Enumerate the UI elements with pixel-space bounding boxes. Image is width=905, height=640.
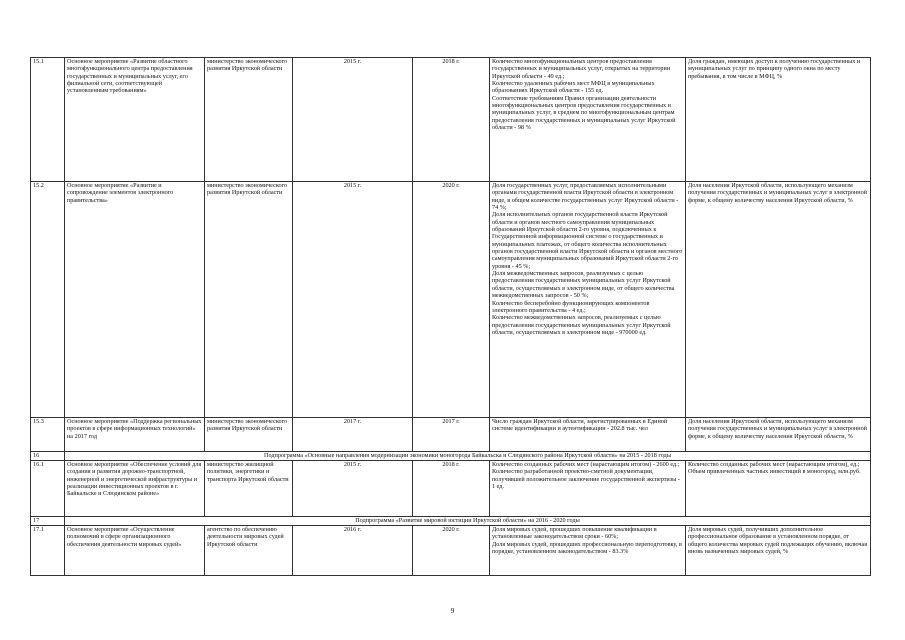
target-indicator: Доля граждан, имеющих доступ к получению государственных и муниципальных услуг по принципу одного окна по месту пребывания, в том числе в МФЦ, %	[686, 58, 871, 182]
executor: министерство экономического развития Иркутской области	[205, 182, 293, 418]
end-year: 2020 г.	[413, 182, 490, 418]
event-name: Основное мероприятие «Развитие и сопровождение элементов электронного правительства»	[65, 182, 205, 418]
event-name: Основное мероприятие «Обеспечение условий для создания и развития дорожно-транспортной, инженерной и энергетической инфраструктуры и реализации инвестиционных проектов в г. Байкальске и Слюдянском районе»	[65, 461, 205, 517]
result-line: Количество многофункциональных центров предоставления государственных и муниципальных услуг, открытых на территории Иркутской области - 49 ед.;	[492, 58, 671, 80]
result-line: Доля исполнительных органов государственной власти Иркутской области и органов местного самоуправления муниципальных образований Иркутской области 2-го уровня, подключенных к Государственной информационной системе о государственных и муниципальных платежах, от общего количества исполнительных органов государственной власти Иркутской области и органов местного самоуправления муниципальных образований Иркутской области 2-го уровня - 45 %;	[492, 211, 683, 270]
target-indicator	[686, 461, 871, 517]
start-year: 2015 г.	[293, 461, 413, 517]
row-number: 16.1	[31, 461, 65, 517]
program-table	[30, 57, 871, 576]
table-row	[31, 182, 871, 418]
row-number: 15.2	[31, 182, 65, 418]
indicator-line: Объем привлеченных частных инвестиций в моногород, млн.руб.	[688, 468, 861, 476]
expected-result	[490, 461, 686, 517]
event-name: Основное мероприятие «Развитие областного многофункционального центра предоставления государственных и муниципальных услуг, его филиальной сети, соответствующей установленным требованиям»	[65, 58, 205, 182]
end-year: 2020 г.	[413, 526, 490, 576]
result-line: Доля государственных услуг, предоставляемых исполнительными органами государственной власти Иркутской области в электронном виде, в общем количестве государственных услуг Иркутской области - 74 %;	[492, 182, 679, 212]
target-indicator: Доля населения Иркутской области, использующего механизм получения государственных и муниципальных услуг в электронной форме, к общему количеству населения Иркутской области, %	[686, 182, 871, 418]
start-year: 2015 г.	[293, 58, 413, 182]
end-year: 2018 г.	[413, 461, 490, 517]
page-number: 9	[450, 606, 455, 615]
result-line: Количество удаленных рабочих мест МФЦ в муниципальных образованиях Иркутской области - 155 ед.	[492, 80, 655, 95]
result-line: Число граждан Иркутской области, зарегистрированных в Единой системе идентификации и аутентификации - 202.8 тыс. чел	[492, 418, 668, 433]
start-year: 2016 г.	[293, 526, 413, 576]
result-line: Количество бесперебойно функционирующих компонентов электронного правительства - 4 ед.;	[492, 299, 650, 314]
executor: министерство экономического развития Иркутской области	[205, 418, 293, 452]
row-number: 15.1	[31, 58, 65, 182]
row-number: 15.3	[31, 418, 65, 452]
result-line: Соответствие требованиям Правил организации деятельности многофункциональных центров предоставления государственных и муниципальных услуг, в среднем по многофункциональным центрам предоставления государственных и муниципальных услуг Иркутской области - 98 %	[492, 94, 676, 132]
table-row	[31, 58, 871, 182]
end-year: 2017 г.	[413, 418, 490, 452]
executor: министерство экономического развития Иркутской области	[205, 58, 293, 182]
result-line: Доля мировых судей, прошедших профессиональную переподготовку, в порядке, установленном законодательством - 83.3%	[492, 540, 682, 556]
event-name: Основное мероприятие «Осуществление полномочий в сфере организационного обеспечения деятельности мировых судей»	[65, 526, 205, 576]
table-row	[31, 526, 871, 576]
row-number: 17.1	[31, 526, 65, 576]
end-year: 2018 г.	[413, 58, 490, 182]
target-indicator: Доля мировых судей, получивших дополнительное профессиональное образование в установленном порядке, от общего количества мировых судей подлежащих обучению, включая вновь назначенных мировых судей, %	[686, 526, 871, 576]
indicator-line: Количество созданных рабочих мест (нарастающим итогом), ед.;	[688, 461, 860, 468]
expected-result	[490, 182, 686, 418]
expected-result	[490, 418, 686, 452]
table-row	[31, 461, 871, 517]
result-line: Доля межведомственных запросов, реализуемых с целью предоставления государственных муниципальных услуг Иркутской области, осуществляемых в электронном виде, от общего количества межведомственных запросов - 50 %;	[492, 270, 675, 300]
subprogram-title: Подпрограмма «Основные направления модернизации экономики моногорода Байкальска и Слюдянского района Иркутской области» на 2015 - 2018 годы	[65, 452, 871, 461]
start-year: 2015 г.	[293, 182, 413, 418]
subprogram-number: 17	[31, 517, 65, 526]
result-line: Количество межведомственных запросов, реализуемых с целью предоставления государственных муниципальных услуг Иркутской области, осуществляемых в электронном виде - 970000 ед.	[492, 314, 671, 336]
table-row	[31, 418, 871, 452]
result-line: Количество созданных рабочих мест (нарастающим итогом) - 2600 ед.;	[492, 461, 680, 468]
subprogram-row	[31, 452, 871, 461]
start-year: 2017 г.	[293, 418, 413, 452]
event-name: Основное мероприятие «Поддержка региональных проектов в сфере информационных технологий» на 2017 год	[65, 418, 205, 452]
subprogram-number: 16	[31, 452, 65, 461]
executor: агентство по обеспечению деятельности мировых судей Иркутской области	[205, 526, 293, 576]
executor: министерство жилищной политики, энергетики и транспорта Иркутской области	[205, 461, 293, 517]
target-indicator: Доля населения Иркутской области, использующего механизм получения государственных и муниципальных услуг в электронной форме, к общему количеству населения Иркутской области, %	[686, 418, 871, 452]
expected-result	[490, 58, 686, 182]
result-line: Доля мировых судей, прошедших повышение квалификации в установленные законодательством сроки - 60%;	[492, 526, 657, 541]
expected-result	[490, 526, 686, 576]
subprogram-title: Подпрограмма «Развитие мировой юстиции Иркутской области» на 2016 - 2020 годы	[65, 517, 871, 526]
subprogram-row	[31, 517, 871, 526]
result-line: Количество разработанной проектно-сметной документации, получившей положительное заключение государственной экспертизы - 1 ед.	[492, 468, 680, 491]
